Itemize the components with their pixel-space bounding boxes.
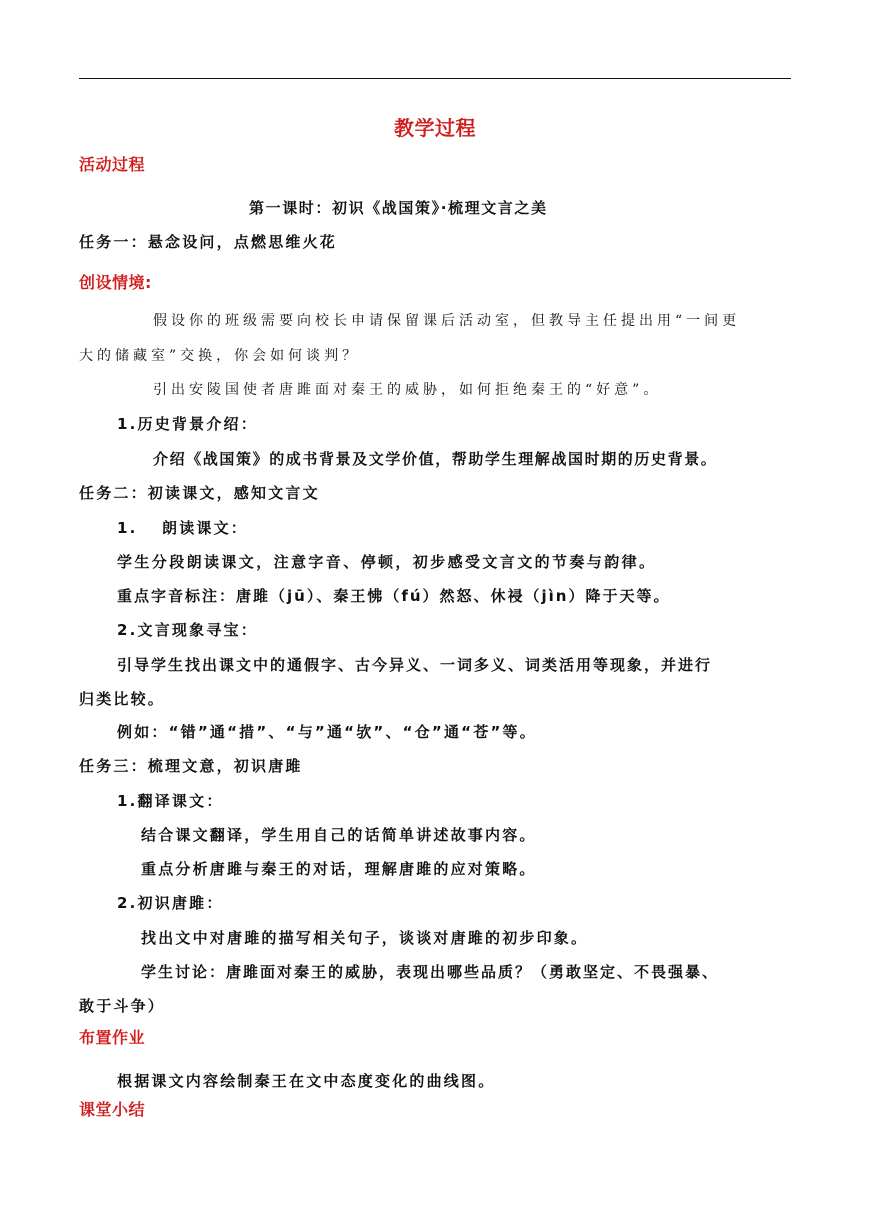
scene-paragraph-1-line-2: 大的储藏室”交换，你会如何谈判？ (79, 348, 361, 364)
header-rule (79, 78, 791, 79)
section-summary-heading: 课堂小结 (79, 1100, 146, 1119)
task3-item1-label: 1.翻译课文： (117, 792, 224, 810)
task2-item1-number: 1. (117, 519, 138, 537)
task2-item2-line-2: 归类比较。 (79, 690, 166, 708)
task3-item2-text-2-line-1: 学生讨论：唐雎面对秦王的威胁，表现出哪些品质？（勇敢坚定、不畏强暴、 (141, 963, 720, 981)
task3-item2-label: 2.初识唐雎： (117, 894, 224, 912)
task3-item2-text-2-line-2: 敢于斗争） (79, 997, 166, 1015)
section-homework-heading: 布置作业 (79, 1028, 146, 1047)
task2-item2-label: 2.文言现象寻宝： (117, 621, 258, 639)
task1-heading: 任务一：悬念设问，点燃思维火花 (79, 233, 338, 251)
task3-item1-text-1: 结合课文翻译，学生用自己的话简单讲述故事内容。 (141, 826, 537, 844)
section-activity-heading: 活动过程 (79, 155, 146, 174)
task2-example: 例如：“错”通“措”、“与”通“欤”、“仓”通“苍”等。 (117, 723, 537, 741)
task3-item2-text-1: 找出文中对唐雎的描写相关句子，谈谈对唐雎的初步印象。 (141, 929, 589, 947)
task3-heading: 任务三：梳理文意，初识唐雎 (79, 757, 303, 775)
task2-item1-label: 朗读课文： (162, 519, 249, 537)
scene-paragraph-1-line-1: 假设你的班级需要向校长申请保留课后活动室，但教导主任提出用“一间更 (153, 313, 741, 329)
scene-paragraph-2: 引出安陵国使者唐雎面对秦王的威胁，如何拒绝秦王的“好意”。 (153, 382, 662, 398)
homework-text: 根据课文内容绘制秦王在文中态度变化的曲线图。 (117, 1072, 496, 1090)
task3-item1-text-2: 重点分析唐雎与秦王的对话，理解唐雎的应对策略。 (141, 860, 537, 878)
task2-item2-line-1: 引导学生找出课文中的通假字、古今异义、一词多义、词类活用等现象，并进行 (117, 656, 713, 674)
page-title: 教学过程 (394, 116, 476, 140)
task2-pronunciation: 重点字音标注：唐雎（jū）、秦王怫（fú）然怒、休祲（jìn）降于天等。 (117, 587, 671, 605)
lesson-title: 第一课时：初识《战国策》·梳理文言之美 (249, 199, 548, 217)
background-text: 介绍《战国策》的成书背景及文学价值，帮助学生理解战国时期的历史背景。 (153, 450, 718, 468)
task2-item1-text: 学生分段朗读课文，注意字音、停顿，初步感受文言文的节奏与韵律。 (117, 553, 657, 571)
task2-heading: 任务二：初读课文，感知文言文 (79, 484, 320, 502)
scene-label: 创设情境: (79, 273, 152, 292)
background-label: 1.历史背景介绍： (117, 415, 258, 433)
